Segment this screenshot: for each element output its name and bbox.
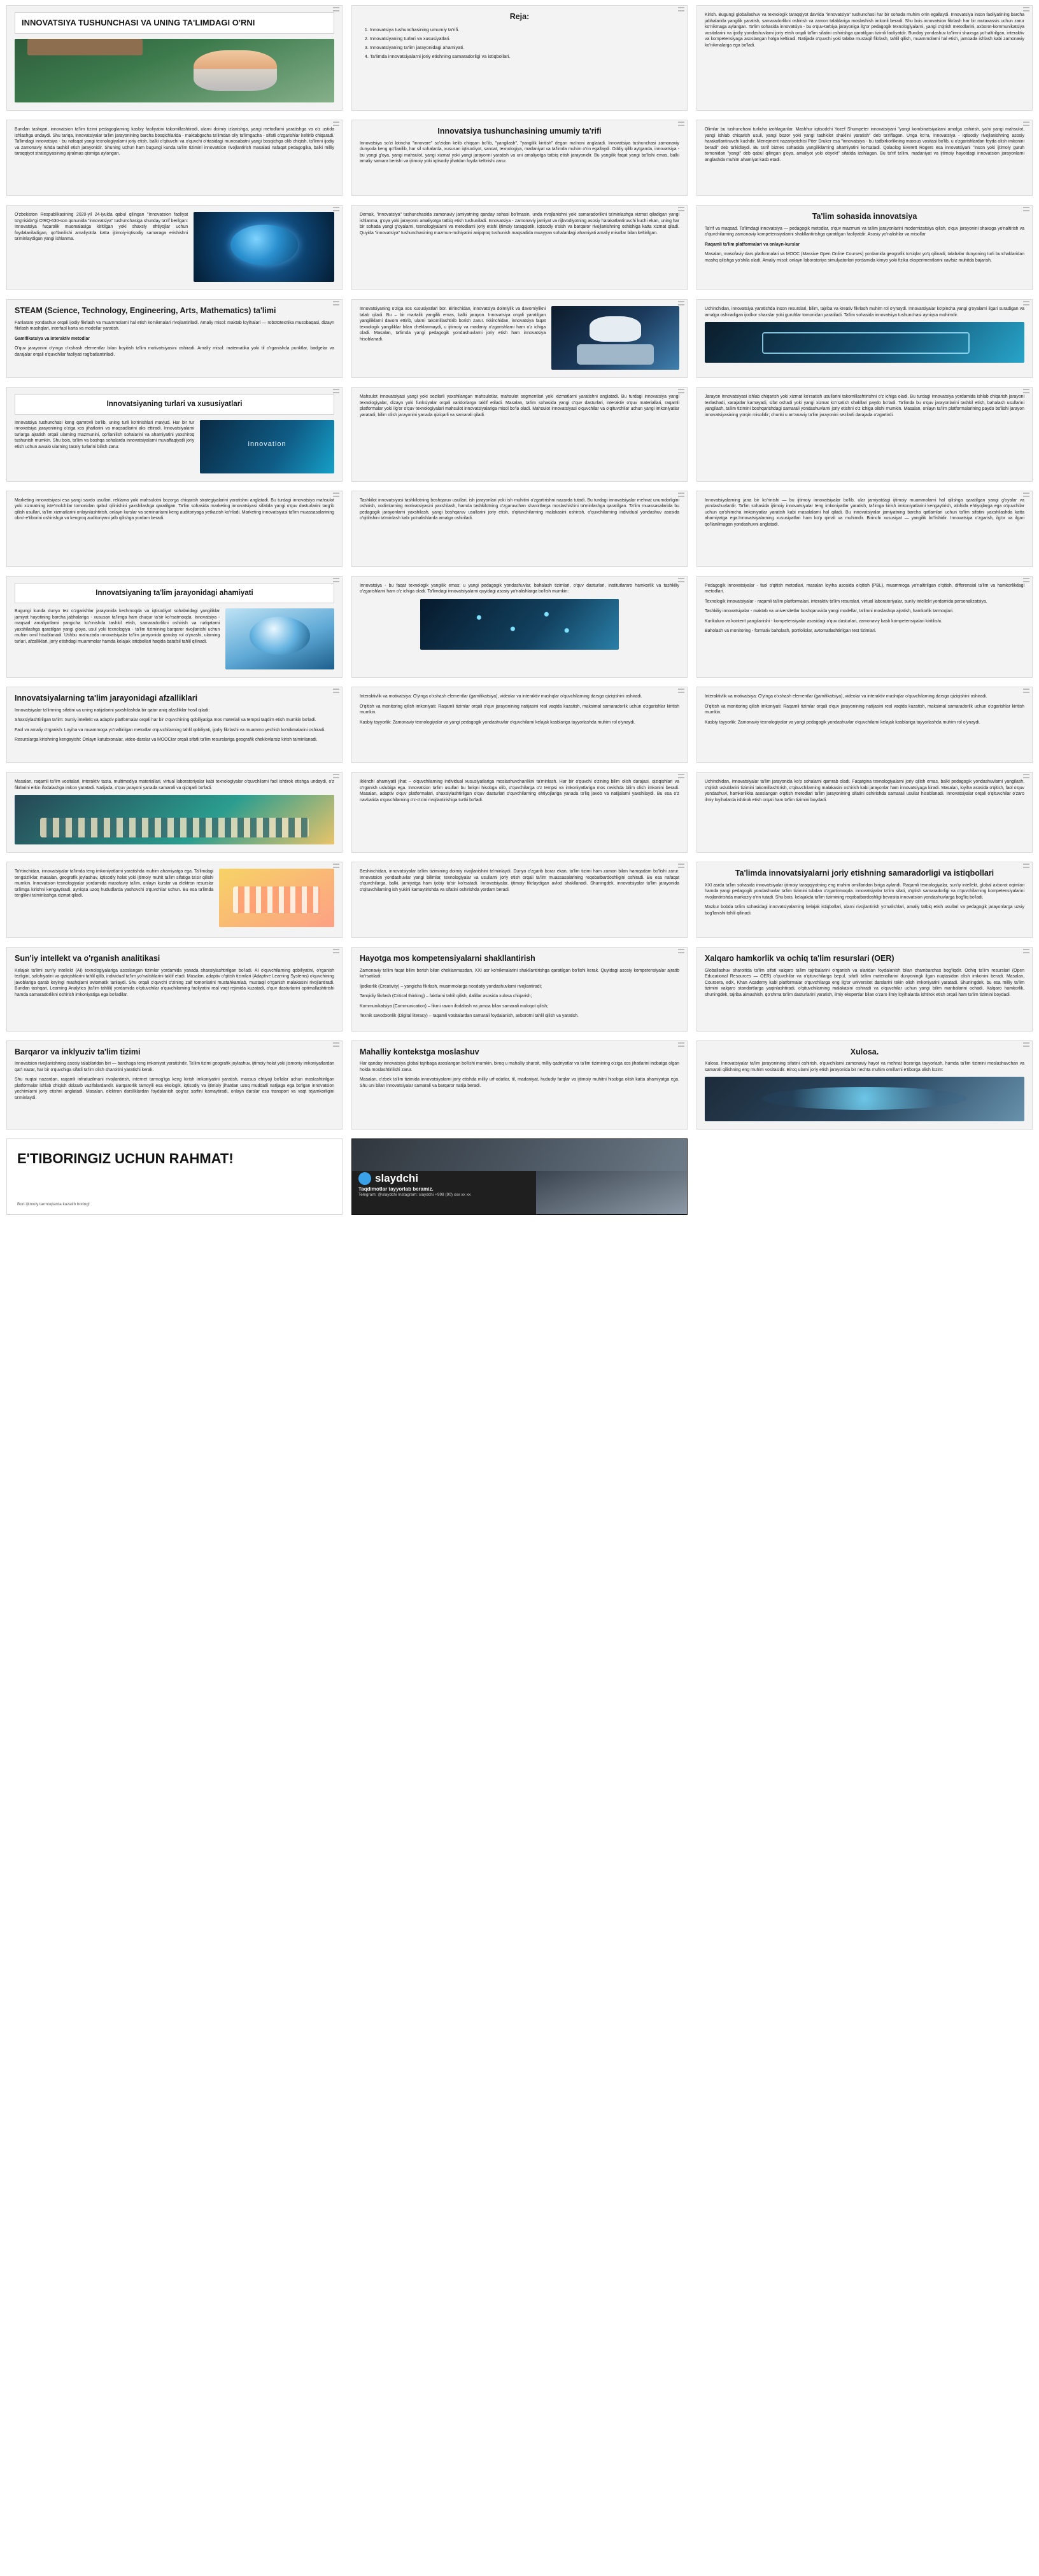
slide-29[interactable] — [351, 862, 688, 938]
slide-image-globe — [194, 212, 334, 282]
slide-1[interactable] — [6, 5, 343, 111]
body-text: Innovatsiyalar ta'limning sifatini va uning natijalarini yaxshilashda bir qator aniq afzalliklar hosil qiladi: — [15, 708, 210, 713]
body-text: Globallashuv sharoitida ta'lim sifati xalqaro ta'lim tajribalarini o'rganish va ularidan foydalanish bilan chambarchas bog'liqdir. Ochiq ta'lim resurslari (Open Educational Resources — OER) o'quvchilar va o'qituvchilarga bepul, sifatli ta'lim materiallarini dunyoningk ilgan nuqtasidan olish imkonini beradi. Masalan, Coursera, edX, Khan Academy kabi platformalar o'quvchilarga eng ilg'or universitet darslarini tekin olish imkoniyatini yaratadi. Shuningdek, bu esa milliy ta'lim tizimini xalqaro standartlarga yaqinlashtiradi, o'qituvchilarning malakasini oshiradi va o'quvchilar uchun yangi bilim manbalarini ochadi. Xalqaro hamkorlik, shuningdek, tajriba almashish, qo'shma ta'lim dasturlarini yaratish, ilmiy ekspertlar bilan o'zaro ilmiy loyihalarda ishtirok etish orqali ham ta'lim tizimini boydadi. — [705, 968, 1024, 997]
page-title: STEAM (Science, Technology, Engineering, Arts, Mathematics) ta'limi — [15, 306, 276, 316]
page-title: Innovatsiya tushunchasining umumiy ta'rifi — [437, 127, 602, 136]
body-text: Kommunikatsiya (Communication) – fikrni ravon ifodalash va jamoa bilan samarali muloqot qilish; — [360, 1004, 549, 1009]
body-text: Innovatsiyalarning jana bir ko'rinishi — bu ijtimoiy innovatsiyalar bo'lib, ular jamiyatdagi ijtimoiy muammolarni hal qilishga qaratilgan yangi g'oyalar va yondashuvlardir. Ta'lim sohasida ijtimoiy innovatsiyalar teng imkoniyatlar yaratish, ta'limga kirish imkoniyatlarini kengaytirish, alohida ehtiyojlarga ega o'quvchilar uchun qo'shimcha imkoniyatlar yaratish kabi masalalarni hal qiladi. Bu innovatsiyalar jamiyatning barcha qatlamlari uchun ta'lim sifatini yaxshilashda katta ahamiyatga ega.Innovatsiyalarning xususiyatlari ham ko'p qirrali va muhimdir. Birinchi xususiyat — yangilik bo'lishidir. Innovatsiya o'zgarish, ilg'or va ilgari qo'llanilmagan yondashuvni anglatadi. — [705, 498, 1024, 527]
slide-image-teacher — [15, 39, 334, 102]
body-text: Masalan, masofaviy dars platformalari va MOOC (Massive Open Online Courses) yordamida geografik to'siqlar yo'q qilinadi; talabalar dunyoning turli burchaklaridan mashq qilishga yo'shila oladi. Amaliy misol: onlaуn laboratoriya simulyatorlari yordamida kimyo yoki fizika eksperimentlarini xavfsiz muhitda bajarish. — [705, 252, 1024, 263]
slide-6[interactable] — [696, 120, 1033, 196]
footer-note: Bori ijtimoiy tarmoqlarda kuzatib boring! — [17, 1202, 90, 1207]
slide-35[interactable] — [351, 1040, 688, 1130]
body-text: Interaktivlik va motivatsiya: O'yinga o'xshash elementlar (gamifikatsiya), videolar va interaktiv mashqlar o'quvchilarning darsga qiziqishini oshiradi. — [360, 694, 642, 699]
slide-image-world — [225, 608, 334, 669]
promo-top-banner — [352, 1139, 687, 1171]
resize-handle-icon — [333, 864, 339, 868]
slide-26[interactable] — [351, 772, 688, 853]
slide-image-technology — [705, 322, 1024, 363]
body-text: Innovatsiya - bu faqat texnologik yangilik emas; u yangi pedagogik yondashuvlar, bahalash tizimlari, o'quv dasturlari, institutlararo hamkorlik va tashkiliy o'zgarishlarni ham o'z ichiga oladi. Ta'limdagi innovatsiyalarni quyidagi asosiy yo'nalishlarga bo'lish mumkin: — [360, 583, 679, 594]
body-text: Kasbiy tayyorlik: Zamonaviy texnologiyalar va yangi pedagogik yondashuvlar o'quvchilarni kelajak kasblariga tayyorlashda muhim rol o'ynaydi. — [705, 720, 980, 725]
body-text: Innovatsion rivojlanishning asosiy talablaridan biri — barchaga teng imkoniyat yaratishdir. Ta'lim tizimi geografik joylashuv, ijtimoiy holat yoki jismoniy imkoniyatlardan qat'i nazar, har bir o'quvchiga sifatli ta'lim olish sharoitini yaratishi kerak. — [15, 1061, 335, 1072]
slide-11[interactable] — [351, 299, 688, 378]
resize-handle-icon — [1023, 301, 1029, 305]
resize-handle-icon — [678, 7, 684, 11]
slide-37-thank-you[interactable] — [6, 1138, 343, 1215]
resize-handle-icon — [678, 493, 684, 497]
page-title: Barqaror va inklyuziv ta'lim tizimi — [15, 1047, 141, 1056]
slide-title-box — [15, 394, 334, 414]
slide-image-hands — [705, 1077, 1024, 1121]
page-title: Ta'limda innovatsiyalarni joriy etishning samaradorligi va istiqbollari — [735, 869, 994, 878]
brand-row — [358, 1172, 418, 1185]
page-title: Xulosa. — [850, 1047, 879, 1056]
body-text: Masalan, raqamli ta'lim vositalari, interaktiv tasta, multimediya materiallari, virtual laboratoriyalar kabi texnologiyalar o'quvchilarni faol ishtirok etishga undaydi, o'z fikrlarini erkin ifodalashga imkon yaratadi. Natijada, o'quv jarayoni yanada samarali va qiziqarli bo'ladi. — [15, 780, 334, 790]
body-text: Innovatsiya tushunchasi keng qamrovli bo'lib, uning turli ko'rinishlari mavjud. Har bir tur innovatsiya jarayonining o'ziga xos jihatlarini va maqsadlarini aks ettiradi. Innovatsiyalarni turlarga ajratish orqali ularning mazmunini, qo'llanilish sohalarini va ahamiyatini yaxshiroq tushunish mumkin. Shu bois, ta'lim va boshqa sohalarda innovatsiyalarni muvaffaqiyatli joriy etish uchun avvalo ularning tasniy turlarini bilish zarur. — [15, 420, 195, 449]
body-text: Mahsulot innovatsiyasi yangi yoki sezilarli yaxshilangan mahsulotlar, mahsulot segmentlari yoki xizmatlarni yaratishni anglatadi. Bu turdagi innovatsiya yangi texnologiyalar, dizayn yoki funksiyalar orqali xaridorlarga taklif etiladi. Masalan, ta'lim sohasida yangi o'quv dasturlari, interaktiv o'quv materiallari, raqamli platformalar yoki ilg'or o'quv texnologiyalari mahsulot innovatsiyalariga misol bo'la oladi. Mahsulot innovatsiyasi o'quvchilar va o'qituvchilar uchun yangi imkoniyatlar yaratadi, bilim olish jarayonini yanada qiziqarli va samarali qiladi. — [360, 395, 679, 417]
body-text: Interaktivlik va motivatsiya: O'yinga o'xshash elementlar (gamifikatsiya), videolar va interaktiv mashqlar o'quvchilarning darsga qiziqishini oshiradi. — [705, 694, 987, 699]
body-text: Tashkiliy innovatsiyalar - maktab va universitetlar boshqaruvida yangi modellar, ta'limni moslashqa ajratish, hamkorlik tarmoqlari. — [705, 609, 954, 614]
body-text: O'quv jarayonini o'yinga o'xshash elementlar bilan boyitish ta'lim motivatsiyasini oshiradi. Amaliy misol: matematika yoki til o'rganishda punktlar, badgelar va darajalar orqali o'quvchilar faoliyati rag'batlantiriladi. — [15, 346, 334, 357]
slide-25[interactable] — [6, 772, 343, 853]
slide-5[interactable] — [351, 120, 688, 196]
body-text: O'qitish va monitoring qilish imkoniyati: Raqamli tizimlar orqali o'quv jarayonining natijasini real vaqtda kuzatish, maksimal samaradorlik uchun o'zgarishlar kiritish mumkin. — [360, 704, 679, 715]
body-text: Pedagogik innovatsiyalar - faol o'qitish metodlari, masalan loyiha asosida o'qitish (PBL), muammoga yo'naltirilgan o'qitish, differensial ta'lim va hamkorlikdagi metodlari. — [705, 583, 1024, 594]
empty-slot — [696, 1138, 1033, 1215]
resize-handle-icon — [333, 774, 339, 778]
slide-title-box — [15, 583, 334, 603]
slide-image-innovation — [200, 420, 334, 473]
body-text: Bundan tashqari, innovatsion ta'lim tizimi pedagoglarning kasbiy faoliyatini takomillashtiradi, ularni doimiy izlanishga, yangi metodlarni yaratishga va o'z ustida ishlashga undaydi. Shu tariqa, innovatsiyalar ta'lim jarayonining barcha bosqichlarida - maktabgacha ta'limdan oliy ta'limgacha - sifatli o'zgarishlar keltirib chiqaradi. Ta'limdagi innovatsiya - bu nafaqat yangi texnologiyalarni joriy etish, balki o'qituvchi va o'quvchi o'rtasidagi munosabatni yangi bosqichga olib chiqish, ta'limni ijodiy va zamonaviy ruhda tashkil etish jarayonidir. Shuning uchun ham bugungi kunda ta'lim tizimini innovatsion rivojlantirish masalasi nafaqat pedagogika, balki milliy taraqqiyot strategiyasining ajralmas qismiga aylangan. — [15, 127, 334, 157]
page-title: Innovatsiyaning ta'lim jarayonidagi ahamiyati — [95, 589, 253, 597]
resize-handle-icon — [678, 949, 684, 953]
page-title: Innovatsiyalarning ta'lim jarayonidagi afzalliklari — [15, 694, 198, 703]
body-text: O'qitish va monitoring qilish imkoniyati: Raqamli tizimlar orqali o'quv jarayonining natijasini real vaqtda kuzatish, maksimal samaradorlik uchun o'zgarishlar kiritish mumkin. — [705, 704, 1024, 715]
body-text: Tashkilot innovatsiyasi tashkilotning boshqaruv usullari, ish jarayonlari yoki ish muhitini o'zgartirishni nazarda tutadi. Bu turdagi innovatsiyalar mehnat unumdorligini oshirish, xodimlarning motivatsiyasini yaxshilash, hamda tashkilotning o'zgaruvchan sharoitlarga moslashishini ta'minlashga qaratilgan. Ta'lim muassasalarida bu pedagogik jarayonlarni yaxshilash, yangi boshqaruv usullarini joriy etish, o'qituvchilarning malakasini oshirish, o'quvchilarning individual yondashuv asosida o'qitilishini ta'minlash kabi yo'nalishlarda amalga oshiriladi. — [360, 498, 679, 521]
resize-handle-icon — [1023, 207, 1029, 211]
list-item: 2. Innovatsiyaning turlari va xususiyatlari. — [370, 35, 679, 42]
slide-12[interactable] — [696, 299, 1033, 378]
slide-2[interactable] — [351, 5, 688, 111]
body-text: Bugungi kunda dunyo tez o'zgarishlar jarayonida kechmoqda va iqtisodiyot sohalaridagi yangiliklar jamiyat hayotining barcha jabhalariga - xususan ta'limga ham chuqur ta'sir ko'rsatmoqda. Innovatsiya - maqsad amaliyotlarni yangicha ko'rinishda tashkil etish, samaradorlikni oshirish va nafqatarni yaxshilashga qaratilgan yangi g'oya, usul yoki texnologiya - ta'lim tizimining barqaror rivojlanishi uchun muhim omil hisoblanadi. Ushbu ma'ruzada innovatsiyalar ta'lim jarayonida qanday rol o'ynashi, ularning turlari, afzalliklari, joriy etishdagi muammolar hamda kelajak istiqbollari haqida batafsil tahlil qilinadi. — [15, 609, 220, 644]
resize-handle-icon — [678, 689, 684, 693]
body-text: Uchinchidan, innovatsiya yaratishda inson resurslari, bilim, tajriba va kreativ fikrlash muhim rol o'ynaydi. Innovatsiyalar ko'pincha yangi g'oyalarni ilgari suradigan va amalga oshiradigan ijodkor shaxslar yoki guruhlar tomonidan yaratiladi. Ta'lim sohasida innovatsiya tushunchasi ayniqsa muhimdir. — [705, 307, 1024, 318]
slide-3[interactable] — [696, 5, 1033, 111]
promo-contacts: Telegram: @slaydchi Instagram: slaydchi +998 (90) xxx xx xx — [358, 1193, 471, 1197]
resize-handle-icon — [678, 207, 684, 211]
agenda-list — [360, 26, 679, 60]
body-text: Texnik savodxonlik (Digital literacy) – raqamli vositalardan samarali foydalanish, axborotni tahlil qilish va yaratish. — [360, 1014, 579, 1019]
slide-24[interactable] — [696, 687, 1033, 763]
slide-17[interactable] — [351, 491, 688, 567]
slide-21[interactable] — [696, 576, 1033, 678]
resize-handle-icon — [333, 949, 339, 953]
slide-10[interactable] — [6, 299, 343, 378]
body-text: Xulosa. Innovatsiyalar ta'lim jarayonining sifatini oshirish, o'quvchilarni zamonaviy hayot va mehnat bozoriga tayyorlash, hamda ta'lim tizimini moslashuvchan va samarali qilishning eng muhim vositasidir. Biroq ularni joriy etish jarayonida bir nechta muhim omillarni e'tiborga olish lozim: — [705, 1061, 1024, 1072]
body-text: Mazkur bobda ta'lim sohasidagi innovatsiyalarning kelajak istiqbollari, ularni rivojlantirish yo'nalishlari, amaliy tatbiq etish usullari va pedagogik jarayonlarga uzviy bog'lanishi tahlil qilinadi. — [705, 905, 1024, 916]
resize-handle-icon — [1023, 389, 1029, 393]
resize-handle-icon — [1023, 1042, 1029, 1047]
slide-16[interactable] — [6, 491, 343, 567]
resize-handle-icon — [333, 1042, 339, 1047]
resize-handle-icon — [1023, 774, 1029, 778]
resize-handle-icon — [333, 578, 339, 582]
page-title: Sun'iy intellekt va o'rganish analitikasi — [15, 954, 160, 963]
resize-handle-icon — [678, 1042, 684, 1047]
page-title: Ta'lim sohasida innovatsiya — [812, 212, 917, 221]
body-text: Innovatsiya so'zi lotincha "innovare" so'zidan kelib chiqqan bo'lib, "yangilash", "yangilik kiritish" degan ma'noni anglatadi. Innovatsiya tushunchasi zamonaviy dunyoda keng qo'llanilib, har sil sohalarda, xususan iqtisodiyot, sanoat, texnologiya, madaniyat va ta'limda muhim o'rin egallaydi. Oddiy qilib aytganda, innovatsiya - bu yangi g'oya, yangi mahsulot, yangi xizmat yoki yangi jarayonni yaratish va uni amaliyotga tatbiq etish jarayonidir. Bu yangilik faqat yangi bo'lishi emas, balki amaliy samara berishi va ijtimoiy yoki iqtisodiy jihatdan foyda keltirishi zarur. — [360, 141, 679, 164]
body-text: Masalan, o'zbek ta'lim tizimida innovatsiyalarni joriy etishda milliy urf-odatlar, til, madaniyat, hududiy farqlar va ijtimoiy muhitni hisobga olish katta ahamiyatga ega. Shu uni bilan innovatsiyalar samarali va barqaror natija beradi. — [360, 1077, 679, 1088]
brand-logo-icon — [358, 1172, 371, 1185]
body-text: Baholash va monitoring - formativ baholash, portfoliolar, avtomatlashtirilgan test tizimlari. — [705, 629, 877, 634]
page-title: Xalqaro hamkorlik va ochiq ta'lim resurslari (OER) — [705, 954, 894, 963]
slide-4[interactable] — [6, 120, 343, 196]
resize-handle-icon — [678, 578, 684, 582]
slide-36[interactable] — [696, 1040, 1033, 1130]
resize-handle-icon — [1023, 689, 1029, 693]
resize-handle-icon — [678, 122, 684, 126]
slide-image-network — [420, 599, 618, 650]
list-item: 4. Ta'limda innovatsiyalarni joriy etishning samaradorligi va istiqbollari. — [370, 53, 679, 60]
page-title: Reja: — [509, 12, 530, 21]
resize-handle-icon — [333, 7, 339, 11]
slide-30[interactable] — [696, 862, 1033, 938]
slide-title-box — [15, 12, 334, 34]
slide-grid — [6, 5, 1033, 1215]
slide-23[interactable] — [351, 687, 688, 763]
body-text: Kirish. Bugungi globallashuv va texnologik taraqqiyot davrida "innovatsiya" tushunchasi har bir sohada muhim o'rin egallaydi. Innovatsiya inson faoliyatining barcha jabhalarida yangilik yaratish, samaradorlikni oshirish va zamon talablariga moslashish imkonli beradi. Shu bois innovatsion fikrlash har bir mutaxassis uchun zarur ko'nikmaga aylangan. Ta'lim sohasida innovatsiya - bu o'quv-tarbiya jarayoniga ilg'or pedagogik texnologiyalarni, yangi o'qitish metodlarini, axborot-kommunikatsiya vositalarini va ijodiy yondashuvlarni joriy etish orqali ta'lim sifatini oshirishga qaratilgan tizimli faoliyatdir. Bunday yondashuv ta'limni shaxsga yo'naltirilgan, interaktiv va kompetensiyaga asoslangan holga keltiradi. Natijada o'quvchi yoki talaba mustaqil fikrlash, tahlil qilish, muammolarni hal etish, jamoada ishlash kabi zamonaviy ko'nikmalarga ega bo'ladi. — [705, 13, 1024, 48]
promo-tagline: Taqdimotlar tayyorlab beramiz. — [358, 1186, 434, 1192]
slide-image-robot — [551, 306, 679, 370]
body-text: Ikkinchi ahamiyatli jihat – o'quvchilarning individual xususiyatlariga moslashuvchanlikni ta'minlash. Har bir o'quvchi o'zining bilim olish darajasi, qiziqishlari va o'rganish uslubiga ega. Innovatsion ta'lim usullari bu fariqni hisobga olib, o'quvchilarga o'z tempsi va imkoniyatlariga mos ravishda bilim olish imkonini beradi. Masalan, adaptiv o'quv platformalari, shaxsiylashtirilgan o'quv dasturlari o'quvchilarning ehtiyojlariga yanada to'liq javob va natijalarni yaxshilaydi. Bu esa o'z navbatida o'quvchilarning o'z-o'zini rivojlantirishiga turtki bo'ladi. — [360, 780, 679, 802]
page-title: Innovatsiyaning turlari va xususiyatlari — [106, 400, 243, 409]
slide-18[interactable] — [696, 491, 1033, 567]
slide-31[interactable] — [6, 947, 343, 1032]
slide-9[interactable] — [696, 205, 1033, 290]
slide-34[interactable] — [6, 1040, 343, 1130]
page-title: Mahalliy kontekstga moslashuv — [360, 1047, 479, 1056]
slide-33[interactable] — [696, 947, 1033, 1032]
body-text: To'rtinchidan, innovatsiyalar ta'limda teng imkoniyatlarni yaratishda muhim ahamiyatga ega. Ta'limdagi tengsizliklar, masalan, geografik joylashuv, iqtisodiy holat yoki ijtimoiy muhit ta'lim sifatiga ta'sir qilishi mumkin. Innovatsion texnologiyalar yordamida masofaviy ta'lim, onlaуn kurslar va elektron resurslar ta'limga kirishni kengaytiradi, ayniqsa uzoq hududlarda yashovchi o'quvchilar uchun. Bu esa ta'limda tenglikni ta'minlashga xizmat qiladi. — [15, 869, 214, 899]
resize-handle-icon — [678, 774, 684, 778]
slide-32[interactable] — [351, 947, 688, 1032]
slide-15[interactable] — [696, 387, 1033, 481]
body-text: Shaxsiylashtirilgan ta'lim: Sun'iy intellekt va adaptiv platformalar orqali har bir o'quvchining qobiliyatiga mos materiali va tempsi taqdim etish mumkin bo'ladi. — [15, 718, 316, 723]
list-item: 1. Innovatsiya tushunchasining umumiy ta'rifi. — [370, 26, 679, 33]
body-text: Fanlararo yondashuv orqali ijodiy fikrlash va muammolarni hal etish ko'nikmalari rivojlantiriladi. Amaliy misol: maktab loyihalari — robototexnika musobaqasi, dizayn fikrlash mashqlari, interfaol karta va modellar yaratish. — [15, 320, 334, 332]
resize-handle-icon — [1023, 864, 1029, 868]
slide-7[interactable] — [6, 205, 343, 290]
page-title: E'TIBORINGIZ UCHUN RAHMAT! — [17, 1151, 234, 1167]
resize-handle-icon — [333, 493, 339, 497]
resize-handle-icon — [1023, 578, 1029, 582]
body-text: Shu nuqtai nazardan, raqamli infratuzilmani rivojlantirish, internet tarmog'iga keng kirish imkoniyatini yaratish, maxsus ehtiyoji bo'lalar uchun moslashtirilgan platformalar ishlab chiqish dolzarb vazifalardandir. Barqarorlik tamoyili esa ekologik, iqtisodiy va ijtimoiy jihatdan uzoq muddatli natijaga ega bo'lgan innovatsion yechimlarni joriy etishni anglatadi. Masalan, elektron darsliklardan foydalanish qog'oz sarfini kamaytiradi, onlaуn darslar esa transport va vaqt tejamkorligini ta'minlaydi. — [15, 1077, 334, 1100]
brand-name: slaydchi — [375, 1172, 419, 1185]
resize-handle-icon — [678, 301, 684, 305]
slide-13[interactable] — [6, 387, 343, 481]
resize-handle-icon — [333, 689, 339, 693]
body-text: Resurslarga kirishning kengayishi: Onlaуn kutubxonalar, video-darslar va MOOCIar orqali sifatli ta'lim resurslariga geografik cheklovlarsiz kirish ta'minlanadi. — [15, 738, 318, 743]
body-text: Jarayon innovatsiyasi ishlab chiqarish yoki xizmat ko'rsatish usullarini takomillashtirishni o'z ichiga oladi. Bu turdagi innovatsiya yordamida ishlab chiqarish jarayoni tezlashadi, xarajatlar kamayadi, sifat oshadi yoki yangi xizmat ko'rsatish shakllari paydo bo'ladi. Ta'limda bu o'quv jarayonlarini tashkil etish, bahalash usullarini yangilash, ta'lim tizimini boshqarishdagi samarali yondashuvlarni joriy etishni o'z ichiga olishi mumkin. Masalan, onlaуn ta'lim platformalarining paydo bo'lishi jarayon innovatsiyasining yorqin misolidir; chunki u an'anaviy ta'lim jarayonini sezilarli darajada o'zgartirdi. — [705, 395, 1024, 417]
slide-22[interactable] — [6, 687, 343, 763]
body-subheading: Raqamli ta'lim platformalari va onlaуn-kurslar — [705, 242, 800, 247]
body-text: Faol va amaliy o'rganish: Loyiha va muammoga yo'naltirilgan metodlar o'quvchilarning tahlil qobiliyati, ijodiy fikrlashi va muammo yechish ko'nikmalarini oshiradi. — [15, 727, 326, 732]
body-text: Har qanday innovatsiya global tajribaga asoslangan bo'lishi mumkin, biroq u mahalliy sharoit, milliy qadriyatlar va ta'lim tizimining o'ziga xos jihatlarini inobatga olgan holda moslashtirilishi zarur. — [360, 1061, 679, 1072]
body-text: Kurikulum va kontent yangilanishi - kompetensiyalar asosidagi o'quv dasturlari, zamonaviy kasb kompetensiyalari kiritilishi. — [705, 619, 942, 624]
list-item: 3. Innovatsiyaning ta'lim jarayonidagi ahamiyati. — [370, 44, 679, 51]
body-text: Kelajak ta'limi sun'iy intellekt (AI) texnologiyalariga asoslangan tizimlar yordamida yanada shaxsiylashtirilgan bo'ladi. AI o'quvchilarning qobiliyatini, o'rganish tezligini, salohiyatini va qiziqishlarini tahlil qilib, individual ta'lim yo'nalishlarini taklif etadi. Masalan, adaptiv o'qitish tizimlari (Adaptive Learning Systems) o'quvchining javoblariga qarab keyingi mashqlarni avtomatik tanlaydi. Shu orqali o'quvchi o'zining zaif tomonlarini mustahkamlab, mustaqil o'rganish malakasini rivojlantiradi. Bundan tashqari, Learning Analytics (ta'lim tahlili) yordamida o'qituvchilar o'quvchilarning faoliyatini real vaqt rejimida kuzatadi, o'quv dasturlarini optimallashtirishi hamda samaradorlikni oshirish imkoniyatiga ega bo'ladilar. — [15, 968, 334, 997]
body-text: Innovatsiyaning o'ziga xos xususiyatlari bor. Birinchidan, innovatsiya doimiylik va davomiylikni talab qiladi. Bu – bir martalik yangilik emas, balki jarayon. Innovatsiya orqali yaratilgan yangiliklarni davom ettirib, ularni takomillashtirib borish zarur. Ikkinchidan, innovatsiya faqat texnologik yangiliklar bilan cheklanmaydi, u ijtimoiy va madaniy o'zgarishlarni ham o'z ichiga oladi. Masalan, ta'limda yangi pedagogik yondashuvlarni joriy etish ham innovatsiya hisoblanadi. — [360, 307, 546, 342]
body-text: Ijodkorlik (Creativity) – yangicha fikrlash, muammolarga noodatiy yondashuvlarni rivojlantiradi; — [360, 984, 542, 989]
resize-handle-icon — [333, 389, 339, 393]
resize-handle-icon — [1023, 949, 1029, 953]
body-text: Ta'rif va maqsad. Ta'limdagi innovatsiya — pedagogik metodlar, o'quv mazmuni va ta'lim jarayonlarini modernizatsiya qilish, o'quv jarayonini shaxsga yo'naltirish va o'quvchilarning zamonaviy kompetensiyalarini shakllantirishga qaratilgan faoliyatdir. Asosiy yo'nalishlar va misollar — [705, 226, 1024, 237]
resize-handle-icon — [333, 301, 339, 305]
body-text: Demak, "innovatsiya" tushunchasida zamonaviy jamiyatning qanday sohasi bo'lmasin, unda rivojlanishni yoki samaradorlikni ta'minlashga xizmat qiladigan yangi ishlanma, g'oya yoki jarayonni amaliyotga tatbiq etish tushuniladi. Innovatsiya - zamonaviy jamiyat va rijbvodiyotning asosiy harakatlantiruvchi kuchi ekan, uning har bir sohada yangi g'oyalarni, texnologiyalarni va metodlarni joriy etishi ijtimoiy taraqqiotik, iqtisodiy o'sish va barqaror rivojlanishning oshishiga katta xizmat qiladi. Quyida "innovatsiya" tushunchasining mazmun-mohiyatini anipqroq tushunish maqsadida muayyan sohalardagi ahamiyati amaliy misollar bilan keltirilgan. — [360, 213, 679, 235]
resize-handle-icon — [1023, 122, 1029, 126]
body-text: Zamonaviy ta'lim faqat bilim berish bilan cheklanmasdan, XXI asr ko'nikmalarini shakllantirishga qaratilgan bo'lishi kerak. Quyidagi asosiy kompetensiyalar ajratib ko'rsatiladi: — [360, 968, 679, 979]
resize-handle-icon — [678, 864, 684, 868]
slide-28[interactable] — [6, 862, 343, 938]
body-text: O'zbekiston Respublikasining 2020-yil 24-iyulda qabul qilingan "Innovatsion faoliyat to'g'risida"gi O'RQ-630-son qonunida "innovatsiya" tushunchasiga shundaу ta'rif berilgan: Innovatsiya fuqarolik muomalasiga kiritilgan yoki shaxsiy ehtiyojlar uchun foydalaniladigan, qo'llanilishi amaliyotda katta ijtimoiy-iqtisodiy samaraga erishishni ta'minlaydigan yangi ishlanma. — [15, 213, 188, 242]
slide-14[interactable] — [351, 387, 688, 481]
resize-handle-icon — [333, 207, 339, 211]
resize-handle-icon — [1023, 493, 1029, 497]
resize-handle-icon — [333, 122, 339, 126]
slide-image-children — [219, 869, 334, 927]
slide-20[interactable] — [351, 576, 688, 678]
slide-image-team — [15, 795, 334, 844]
body-text: XXI asrda ta'lim sohasida innovatsiyalar ijtimoiy taraqqiyotning eng muhim omillaridan biriga aylandi. Raqamli texnologiyalar, sun'iy intellekt, global axborot oqimlari hamda yangi pedagogik yondashuvlar ta'lim tizimini tubdan o'zgartirmoqda. innovatsiyalar ta'lim sifati, o'qitish samaradorligi va o'quvchilarning kompetensiyalarini rivojlantirishda markaziy o'rin tutadi. Shu bois, kelajakda ta'lim tizimining reqobatbardoshligi bevosita innovatsion yondashuvlarga bog'liq bo'ladi. — [705, 883, 1024, 900]
body-text: Marketing innovatsiyasi esa yangi savdo usullari, reklama yoki mahsulotni bozorga chiqarish strategiyalarini yaratishni anglatadi. Bu turdagi innovatsiya mahsulot yoki xizmatning iste'molchilar tomonidan qabul qilinishini yaxshilashga qaratilgan. Ta'lim sohasida marketing innovatsiyasi sifatida yangi o'quv dasturlarini targ'ib qilish usullari, ta'lim xizmatlarini onlaуnlashtirish, onlaуn kurslar va seminarlarni keng auditoriyaga yetkazish ko'riladi. Marketing innovatsiyasi ta'lim muassasalarining obro'-e'tiborini oshirishga va kengroq auditoriyani jalb qilishga yordam beradi. — [15, 498, 334, 521]
body-text: Olimlar bu tushunchani turlicha izohlaganlar. Mashhur iqtisodchi Yozef Shumpeter innovatsiyani "yangi kombinatsiyalarni amalga oshirish, ya'ni yangi mahsulot, yangi ishlab chiqarish usuli, yangi bozor yoki yangi tashkilot shaklini yaratish" deb ta'riflagan. Unga ko'ra, innovatsiya - iqtisodiy rivojlanishning asosiy harakatlantiruvchi kuchdir. Menejment nazariyotchisi Piter Druker esa "innovatsiya - bu tadbirkorlikning maxsus vositasi bo'lib, u o'zgarishlardan foyda olish imkonini beradi" deb ta'kidlaydi. Bu ta'rif biznes sohasida yangiliklarning ahamiyatini ko'rsatadi. Qolaolog Everett Rogers esa innovatsiyani "inson yoki ijtimoiy guruh tomonidan "yangi" deb qabul qilingan g'oya, amaliyot yoki obyekt" sifatida izohlagan. Bu ta'rif ta'lim, madaniyat va ijtimoiy hayotdagi innovatsion jarayonlarni anglashda muhim ahamiyat kasb etadi. — [705, 127, 1024, 162]
body-subheading: Gamifikatsiya va interaktiv metodlar — [15, 336, 90, 341]
slide-38-promo[interactable] — [351, 1138, 688, 1215]
resize-handle-icon — [1023, 7, 1029, 11]
slide-27[interactable] — [696, 772, 1033, 853]
body-text: Texnologik innovatsiyalar - raqamli ta'lim platformalari, interaktiv ta'lim resurslari, virtual laboratoriyalar, sun'iy intellekt yordamida personalizatsiya. — [705, 599, 987, 604]
slide-8[interactable] — [351, 205, 688, 290]
resize-handle-icon — [678, 389, 684, 393]
body-text: Uchinchidan, innovatsiyalar ta'lim jarayonida ko'p sohalarni qamrab oladi. Faqatgina texnologiyalarni joriy qilish emas, balki pedagogik yondashuvlarni yangilash, o'qitish uslublarini tizimini takomillashtirish, o'qituvchilarning malakasini oshirish kabi jarayonlar ham innovatsiyaga kiradi. Masalan, loyiha asosida o'qitish, faol o'quv yondashuvi, hamkorlikka asoslangan o'qitish metodlari ta'lim jarayonining sifatini oshirishda samarali usullar hisoblanadi. Innovatsiyalar orqali o'qituvchilar o'zaro ilmiy loyihalarda ishtirok etish orqali ham ta'lim tizimini boydadi. — [705, 780, 1024, 802]
page-title: Hayotga mos kompetensiyalarni shakllantirish — [360, 954, 535, 963]
slide-19[interactable] — [6, 576, 343, 678]
body-text: Beshinchidan, innovatsiyalar ta'lim tizimining doimiy rivojlanishini ta'minlaydi. Dunyo o'zgarib borar ekan, ta'lim tizimi ham zamon bilan hamqadam bo'lishi zarur. Innovatsion yondashuvlar yangi bilimlar, texnologiyalar va usullarni joriy etish orqali ta'lim muassasalarining reqobatbardoshligini oshiradi. Bu esa nafaqat o'quvchilarga, balki, jamiyatga ham ijobiy ta'sir ko'rsatadi. Innovatsiyalar, ijtimoiy fikrlaydigan avlod shakllanadi. Shuningdek, innovatsiyalar ta'lim jarayonida o'qituvchilarning ish yukini kamaytirishda va sifatini oshirishda yordam beradi. — [360, 869, 679, 892]
body-text: Tanqidiy fikrlash (Critical thinking) – faktlarni tahlil qilish, dalillar asosida xulosa chiqarish; — [360, 994, 532, 999]
page-title: INNOVATSIYA TUSHUNCHASI VA UNING TA'LIMDAGI O'RNI — [22, 18, 255, 27]
body-text: Kasbiy tayyorlik: Zamonaviy texnologiyalar va yangi pedagogik yondashuvlar o'quvchilarni kelajak kasblariga tayyorlashda muhim rol o'ynaydi. — [360, 720, 635, 725]
promo-bottom-banner — [536, 1171, 687, 1214]
